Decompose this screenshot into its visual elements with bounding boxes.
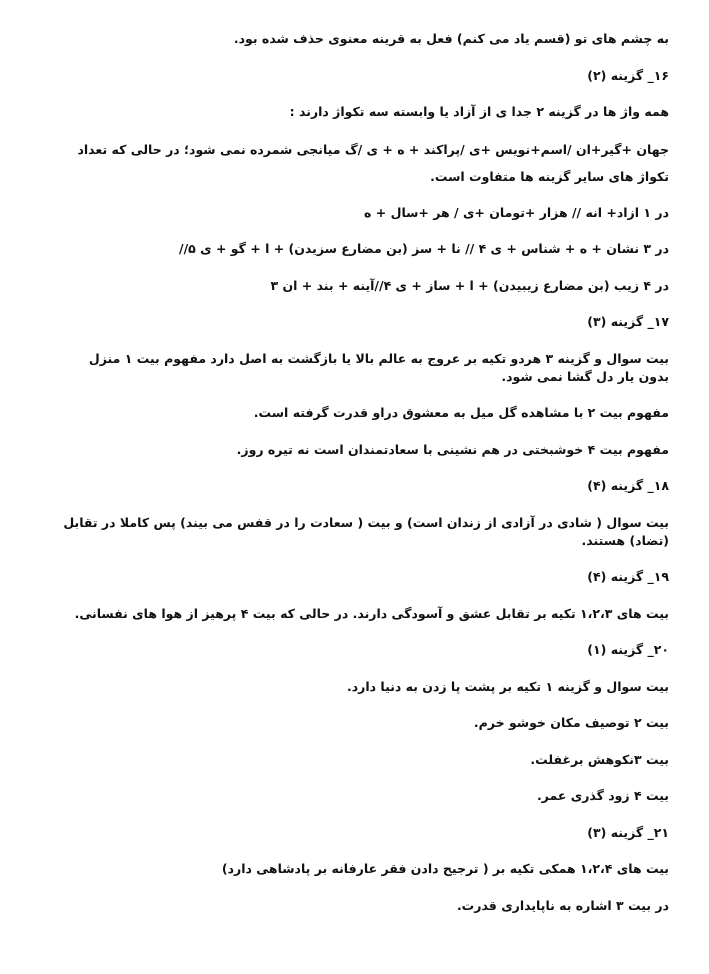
- paragraph: بیت ۴ زود گذری عمر.: [536, 788, 669, 803]
- paragraph: در بیت ۳ اشاره به ناپایداری قدرت.: [456, 897, 669, 913]
- paragraph: به چشم های تو (قسم یاد می کنم) فعل به قرینه معنوی حذف شده بود.: [233, 31, 669, 46]
- paragraph: جهان +گیر+ان /اسم+نویس +ی /پراکند + ه + ی /گ میانجی شمرده نمی شود؛ در حالی که تعداد تکواژ های سایر گزینه ها متفاوت است.: [77, 141, 669, 184]
- answer-heading-17: ۱۷_ گزینه (۳): [587, 314, 669, 329]
- paragraph: بیت سوال ( شادی در آزادی از زندان است) و بیت ( سعادت را در قفس می بیند) پس کاملا در تقابل (تضاد) هستند.: [63, 514, 669, 548]
- answer-heading-16: ۱۶_ گزینه (۲): [587, 67, 669, 83]
- paragraph: بیت ۳نکوهش برغفلت.: [530, 751, 669, 767]
- paragraph: در ۳ نشان + ه + شناس + ی ۴ // نا + سز (بن مضارع سزیدن) + ا + گو + ی ۵//: [179, 241, 669, 256]
- answer-heading-18: ۱۸_ گزینه (۴): [587, 478, 669, 493]
- answer-heading-19: ۱۹_ گزینه (۴): [587, 569, 669, 584]
- answer-heading-21: ۲۱_ گزینه (۳): [587, 824, 669, 840]
- paragraph: در ۴ زیب (بن مضارع زیبیدن) + ا + ساز + ی ۴//آینه + بند + ان ۳: [270, 277, 669, 293]
- paragraph: مفهوم بیت ۲ با مشاهده گل میل به معشوق دراو قدرت گرفته است.: [253, 405, 669, 420]
- paragraph: در ۱ ازاد+ انه // هزار +تومان +ی / هر +سال + ه: [364, 204, 669, 220]
- paragraph: بیت سوال و گزینه ۱ تکیه بر پشت پا زدن به دنیا دارد.: [346, 678, 669, 694]
- paragraph: بیت سوال و گزینه ۳ هردو تکیه بر عروج به عالم بالا یا بازگشت به اصل دارد مفهوم بیت ۱ منزل بدون یار دل گشا نمی شود.: [88, 350, 669, 384]
- paragraph: مفهوم بیت ۴ خوشبختی در هم نشینی با سعادتمندان است نه تیره روز.: [236, 441, 669, 457]
- answer-heading-20: ۲۰_ گزینه (۱): [587, 642, 669, 657]
- document-body: [55, 30, 669, 933]
- paragraph: بیت های ۱،۲،۴ همکی تکیه بر ( ترجیح دادن فقر عارفانه بر پادشاهی دارد): [221, 861, 669, 876]
- paragraph: همه واژ ها در گزینه ۲ جدا ی از آزاد یا وابسته سه تکواژ دارند :: [289, 104, 669, 119]
- paragraph: بیت ۲ توصیف مکان خوشو خرم.: [473, 715, 669, 730]
- paragraph: بیت های ۱،۲،۳ تکیه بر تقابل عشق و آسودگی دارند. در حالی که بیت ۴ پرهیز از هوا های نفسانی.: [74, 605, 669, 621]
